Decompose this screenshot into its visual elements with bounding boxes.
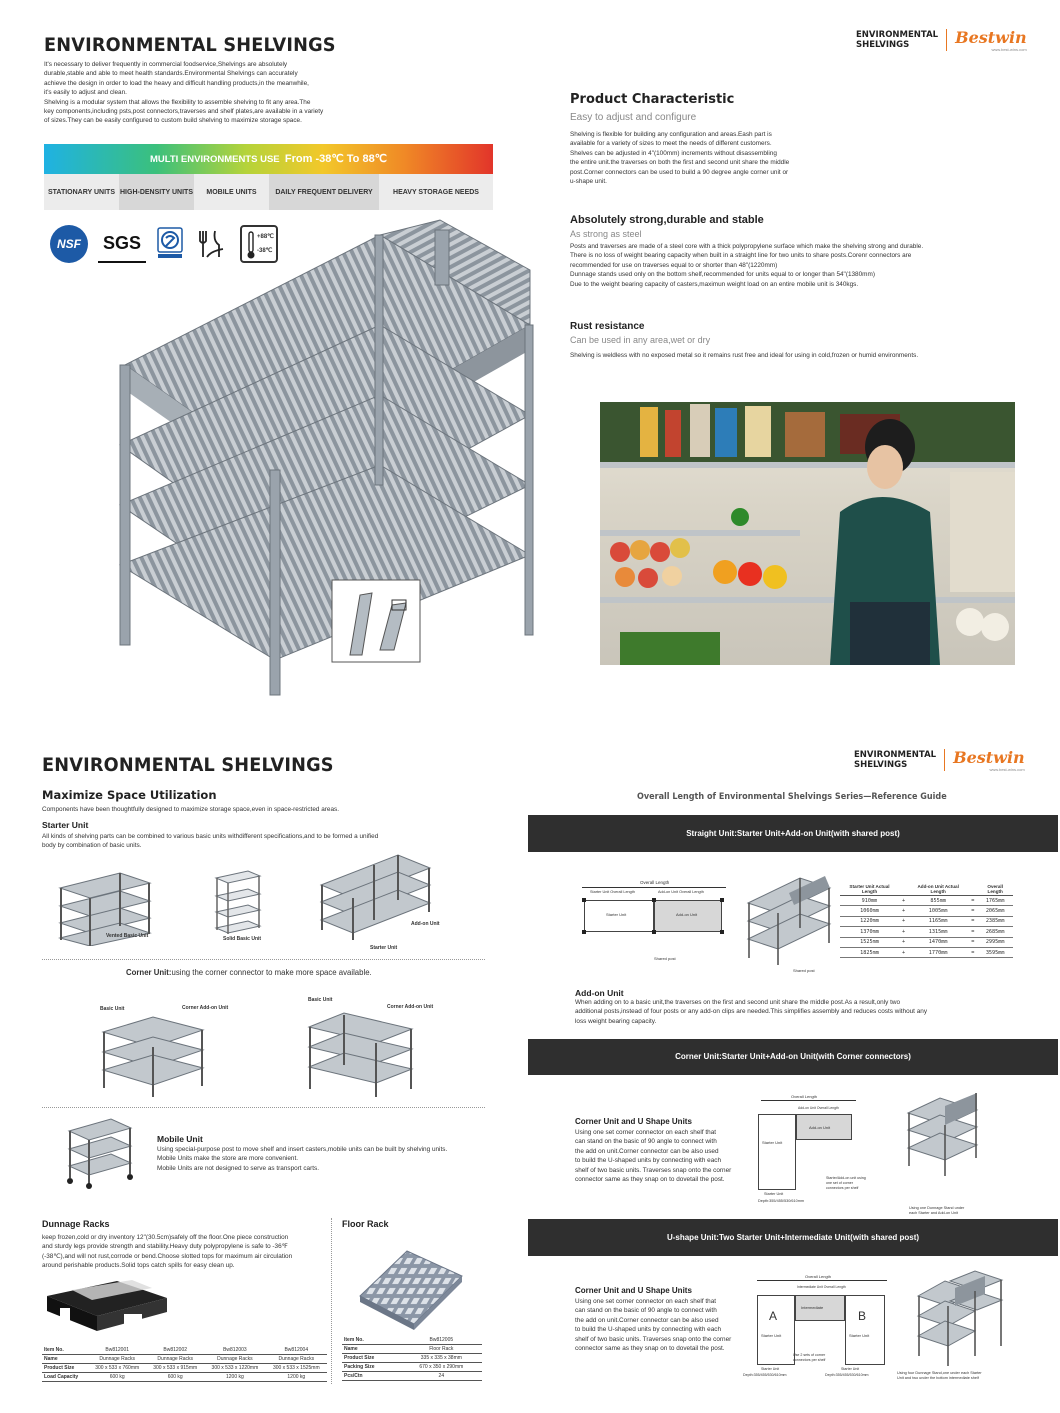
table-row: Item No. Bw812001 Bw812002 Bw812003 Bw812004	[42, 1346, 327, 1355]
caption-basic-1: Basic Unit	[100, 1006, 125, 1012]
caption-vented: Vented Basic Unit	[106, 933, 149, 939]
straight-unit-band: Straight Unit:Starter Unit+Add-on Unit(with shared post)	[528, 815, 1058, 852]
post-left	[120, 365, 130, 645]
table-row: 1220mm + 1165mm = 2385mm	[840, 916, 1013, 926]
maximize-heading: Maximize Space Utilization	[42, 788, 217, 802]
bestwin-logo: Bestwin www.best-wins.com	[955, 28, 1027, 52]
ushape-unit-illustration	[915, 1266, 1005, 1366]
corner-unit-2-illustration	[304, 1005, 416, 1097]
corner-block-heading: Corner Unit and U Shape Units	[575, 1117, 692, 1126]
nsf-icon: NSF	[50, 225, 88, 263]
env-high-density: HIGH-DENSITY UNITS	[119, 174, 194, 210]
corner-unit-band: Corner Unit:Starter Unit+Add-on Unit(with Corner connectors)	[528, 1039, 1058, 1075]
env-mobile: MOBILE UNITS	[194, 174, 269, 210]
addon-text: When adding on to a basic unit,the traverses on the first and second unit share the middle post.As a result,only two additional posts,instead of four posts or any add-on clips are needed.This simplifies assembly and reduces costs without any loss weight bearing capacity.	[575, 999, 928, 1025]
table-row: Load Capacity 600 kg 600 kg 1200 kg 1200 kg	[42, 1373, 327, 1382]
brand-header-2	[854, 748, 1025, 772]
table-row: Name Dunnage Racks Dunnage Racks Dunnage Racks Dunnage Racks	[42, 1355, 327, 1364]
mobile-heading: Mobile Unit	[157, 1134, 203, 1144]
table-row: 1825mm + 1770mm = 3595mm	[840, 947, 1013, 957]
reference-length-table	[840, 883, 1013, 958]
table-row: Product Size 335 x 335 x 38mm	[342, 1354, 482, 1363]
corner-unit-1-illustration	[98, 1012, 208, 1097]
table-row: Name Floor Rack	[342, 1345, 482, 1354]
ushape-block-text: Using one set corner connector on each shelf that can stand on the basic of 90 angle to connect with the add on unit.Corner connector can be also used to build the U-shaped units by connecting with each shelf of two basic units. Traverses snap onto the corner connector same as they snap on to dovetail the post.	[575, 1298, 732, 1353]
page1-title: ENVIRONMENTAL SHELVINGS	[44, 34, 336, 56]
bestwin-logo-2: Bestwin www.best-wins.com	[953, 748, 1025, 772]
caption-corner-addon-2: Corner Add-on Unit	[387, 1004, 434, 1010]
caption-corner-addon-1: Corner Add-on Unit	[182, 1005, 229, 1011]
corner-unit-diagram: Overall Length Add-on Unit Overall Length Add-on Unit Starter Unit Starter/Add-on unit using one set of corner connectors per shelf Starter Unit Depth:355/455/530/610mm	[758, 1094, 866, 1203]
maximize-sub: Components have been thoughtfully designed to maximize storage space,even in space-restricted areas.	[42, 806, 339, 813]
strong-heading: Absolutely strong,durable and stable	[570, 214, 764, 226]
caption-starter: Starter Unit	[370, 945, 398, 951]
caption-addon: Add-on Unit	[411, 921, 440, 927]
mobile-unit-illustration	[66, 1116, 134, 1190]
corner-shelving-illustration	[50, 215, 535, 700]
straight-unit-illustration	[745, 873, 833, 965]
starter-text: All kinds of shelving parts can be combined to various basic units withdifferent specifications,and to be formed a unified body by combination of basic units.	[42, 833, 379, 850]
table-row: Packing Size 670 x 350 x 290mm	[342, 1363, 482, 1372]
brand-caption: ENVIRONMENTAL SHELVINGS	[856, 30, 939, 50]
post-back	[375, 235, 383, 485]
ushape-dunnage-note: Using four Dunnage Stand,one under each Starter Unit and two under the bottom intermediate shelf	[897, 1371, 982, 1380]
ushape-block-heading: Corner Unit and U Shape Units	[575, 1286, 692, 1295]
corner-dunnage-note: Using one Dunnage Stand under each Starter and Add-on Unit	[909, 1206, 965, 1215]
ushape-unit-diagram: Overall Length Intermediate Unit Overall Length Intermediate A B Starter Unit Starter Unit Use 2 sets of corner connectors per shelf Starter Unit Starter Unit Depth:355/455/530/610mm Depth:355/455/530/610mm	[745, 1271, 890, 1381]
product-characteristic-heading: Product Characteristic	[570, 92, 735, 107]
reference-guide-heading: Overall Length of Environmental Shelvings Series—Reference Guide	[637, 792, 947, 802]
table-row: 910mm + 855mm = 1765mm	[840, 896, 1013, 906]
rust-sub: Can be used in any area,wet or dry	[570, 335, 711, 345]
temperature-icon: +88℃ -38℃	[240, 225, 278, 263]
table-row: Pcs/Ctn 24	[342, 1372, 482, 1381]
table-row: 1060mm + 1005mm = 2065mm	[840, 906, 1013, 916]
shelving-in-use-photo	[600, 402, 1015, 665]
table-row: Product Size 300 x 533 x 760mm 300 x 533 x 915mm 300 x 533 x 1220mm 300 x 533 x 1525mm	[42, 1364, 327, 1373]
env-stationary: STATIONARY UNITS	[44, 174, 119, 210]
ushape-unit-band: U-shape Unit:Two Starter Unit+Intermediate Unit(with shared post)	[528, 1219, 1058, 1256]
strong-sub: As strong as steel	[570, 229, 642, 239]
env-heavy-storage: HEAVY STORAGE NEEDS	[379, 174, 493, 210]
straight-unit-diagram: Overall Length Starter Unit Overall Length Add-on Unit Overall Length Starter Unit Add-on Unit Shared post	[582, 878, 727, 958]
dunnage-spec-table	[42, 1346, 327, 1382]
intro-text: It's necessary to deliver frequently in commercial foodservice,Shelvings are absolutely durable,stable and able to meet health standards.Environmental Shelvings can accurately achieve the design in order to load the heavy and difficult handling products,in the meanwhile, it's easily to adjust and clean. Shelving is a modular system that allows the flexibility to assemble shelving to fit any area.The key components,including psts,post connectors,traverses and shelf plates,are available in a variety of sizes.They can be easily configured to custom build shelving to maximize storage space.	[44, 61, 324, 125]
dunnage-heading: Dunnage Racks	[42, 1219, 110, 1229]
dunnage-rack-illustration	[42, 1276, 172, 1336]
strong-text: Posts and traverses are made of a steel core with a thick polypropylene surface which make the shelving strong and durable. There is no loss of weight bearing capacity when built in a straight line for two units to share posts.Corenr connectors are recommended for use on traverses equal to or shorter than 48"(1220mm) Dunnage stands used only on the bottom shelf,recommended for units equal to or longer than 54"(1380mm) Due to the weight bearing capacity of casters,maximun weight load on an entire mobile unit is 340kgs.	[570, 243, 924, 288]
brand-header-1	[856, 28, 1027, 52]
solid-basic-unit-illustration	[213, 868, 263, 934]
table-row: Item No. Bw812005	[342, 1336, 482, 1345]
page2-title: ENVIRONMENTAL SHELVINGS	[42, 754, 334, 776]
corner-block-text: Using one set corner connector on each shelf that can stand on the basic of 90 angle to connect with the add on unit.Corner connector can be also used to build the U-shaped units by connecting with each shelf of two basic units. Traverses snap onto the corner connector same as they snap on to dovetail the post.	[575, 1129, 732, 1184]
floor-rack-spec-table	[342, 1336, 482, 1381]
rust-text: Shelving is weldless with no exposed metal so it remains rust free and ideal for using in cold,frozen or humid environments.	[570, 352, 919, 359]
mobile-text: Using special-purpose post to move shelf and insert casters,mobile units can be built by shelving units. Mobile Units make the store are more convenient. Mobile Units are not designed to serve as transport carts.	[157, 1146, 448, 1172]
post-detail-inset	[332, 580, 420, 662]
multi-environment-banner: MULTI ENVIRONMENTS USE From -38℃ To 88℃	[44, 144, 493, 174]
caption-basic-2: Basic Unit	[308, 997, 333, 1003]
product-characteristic-text: Shelving is flexible for building any configuration and areas.Eash part is available for a variety of sizes to meet the needs of different customers. Shelves can be adjusted in 4"(100mm) increments without disassembling the entire unit.the traverses on both the first and second unit share the middle post.Corner connectors can be used to build a 90 degree angle corner unit or u-shape unit.	[570, 131, 790, 186]
starter-heading: Starter Unit	[42, 820, 89, 830]
sgs-icon: SGS	[98, 225, 146, 263]
env-daily-delivery: DAILY FREQUENT DELIVERY	[269, 174, 379, 210]
table-row: 1370mm + 1315mm = 2685mm	[840, 927, 1013, 937]
dunnage-text: keep frozen,cold or dry inventory 12"(30.5cm)safely off the floor.One piece construction and sturdy legs provide strength and stability.Heavy duty polypropylene is safe to -36℉ (-38℃),and will not rust,corrode or bend.Choose slotted tops for maximum air circulation around perishable products.Solid tops catch spills for easy clean up.	[42, 1234, 293, 1270]
caption-solid: Solid Basic Unit	[223, 936, 262, 942]
post-right	[525, 325, 533, 635]
corner-unit-illustration	[905, 1088, 980, 1176]
shared-post-label-2: Shared post	[793, 968, 815, 973]
product-characteristic-sub: Easy to adjust and configure	[570, 112, 697, 123]
floor-rack-illustration	[352, 1246, 467, 1330]
addon-heading: Add-on Unit	[575, 988, 624, 998]
floor-rack-heading: Floor Rack	[342, 1219, 389, 1229]
environment-row	[44, 174, 493, 210]
table-header-row: Starter Unit Actual Length Add-on Unit Actual Length Overall Length	[840, 883, 1013, 896]
post-front	[270, 470, 280, 695]
rust-heading: Rust resistance	[570, 321, 645, 332]
brand-caption-2: ENVIRONMENTAL SHELVINGS	[854, 750, 937, 770]
table-row: 1525mm + 1470mm = 2995mm	[840, 937, 1013, 947]
corner-unit-line: Corner Unit:using the corner connector to make more space available.	[126, 968, 372, 977]
